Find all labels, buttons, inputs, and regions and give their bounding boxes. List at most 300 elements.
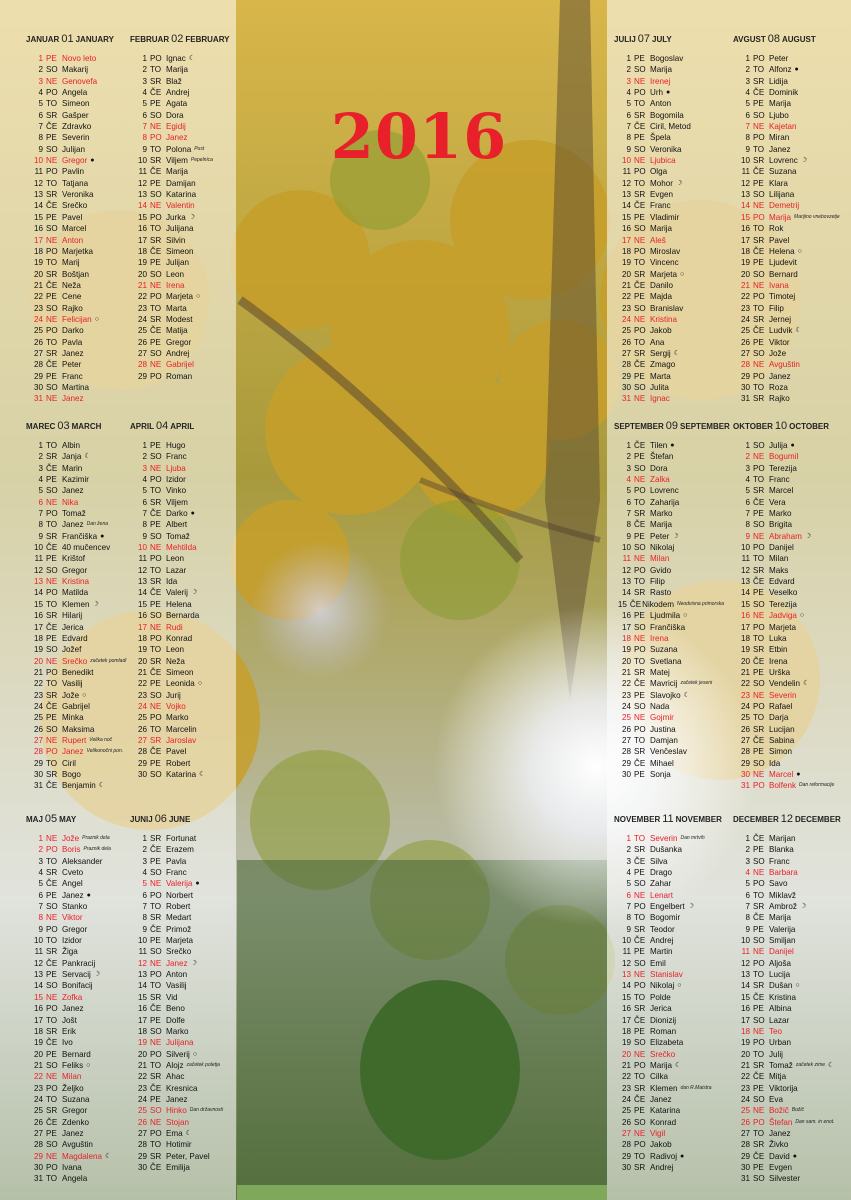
weekday: PO — [46, 1083, 58, 1093]
day-number: 22 — [740, 1072, 750, 1082]
day-row — [26, 87, 136, 98]
weekday: NE — [753, 769, 765, 779]
day-row — [733, 189, 843, 200]
day-row — [130, 758, 240, 769]
name-day: Valentin — [166, 201, 195, 211]
day-number: 9 — [626, 531, 631, 541]
day-row — [26, 844, 136, 855]
name-day: Viktor — [62, 913, 83, 923]
holiday-note: začetek pomladi — [90, 657, 127, 664]
moon-phase-icon: ☾ — [84, 453, 91, 461]
day-number: 14 — [33, 201, 43, 211]
name-day: Lovrenc — [769, 156, 798, 166]
weekday: SO — [150, 269, 162, 279]
weekday: SR — [46, 452, 58, 462]
weekday: TO — [150, 1060, 162, 1070]
name-day: Bogomir — [650, 913, 681, 923]
name-day: Božič — [769, 1106, 789, 1116]
day-row — [614, 1094, 724, 1105]
weekday: PE — [150, 258, 161, 268]
holiday-note: Dan sam. in enot. — [795, 1118, 835, 1125]
day-number: 16 — [33, 1004, 43, 1014]
day-number: 12 — [740, 178, 750, 188]
day-number: 10 — [740, 936, 750, 946]
name-day: Bogoslav — [650, 54, 684, 63]
weekday: SO — [46, 565, 58, 575]
weekday: ČE — [150, 588, 162, 598]
day-number: 18 — [137, 633, 147, 643]
day-number: 8 — [626, 133, 631, 143]
day-number: 26 — [137, 724, 147, 734]
day-number: 6 — [745, 110, 750, 120]
name-day: Pavla — [166, 856, 187, 866]
name-day: Damijan — [166, 178, 196, 188]
day-number: 4 — [745, 88, 750, 98]
weekday: ČE — [634, 1094, 646, 1104]
month-header — [733, 420, 843, 432]
day-number: 18 — [33, 1026, 43, 1036]
name-day: Ivana — [62, 1162, 82, 1172]
day-number: 9 — [142, 144, 147, 154]
day-number: 5 — [626, 99, 631, 109]
name-day: Jakob — [650, 326, 672, 336]
day-row — [733, 780, 843, 791]
weekday: ČE — [150, 326, 162, 336]
day-number: 11 — [138, 167, 147, 177]
day-number: 18 — [621, 633, 631, 643]
name-day: Gašper — [62, 110, 89, 120]
day-row — [26, 1083, 136, 1094]
day-number: 21 — [740, 1060, 750, 1070]
day-row — [614, 508, 724, 519]
name-day: Roza — [769, 382, 788, 392]
name-day: Ignac — [650, 394, 670, 404]
day-number: 24 — [137, 1094, 147, 1104]
day-number: 15 — [617, 599, 627, 609]
day-number: 13 — [621, 190, 631, 200]
month-name: FEBRUAR — [130, 35, 170, 44]
day-row — [26, 712, 136, 723]
name-day: Blaž — [166, 76, 182, 86]
day-row — [26, 644, 136, 655]
name-day: Albert — [166, 520, 188, 530]
weekday: ČE — [753, 735, 765, 745]
weekday: NE — [634, 235, 646, 245]
name-day: Bernard — [62, 1049, 91, 1059]
name-day: Rajko — [62, 303, 83, 313]
day-row — [733, 576, 843, 587]
day-row — [733, 121, 843, 132]
day-number: 3 — [142, 76, 147, 86]
name-day: Srečko — [650, 1049, 676, 1059]
name-day: Emil — [650, 958, 666, 968]
month-number: 05 — [44, 813, 58, 825]
day-number: 5 — [38, 99, 43, 109]
weekday: PO — [634, 565, 646, 575]
day-row — [733, 348, 843, 359]
name-day: Tilen — [650, 441, 668, 450]
day-number: 7 — [626, 509, 631, 519]
name-day: Cene — [62, 292, 82, 302]
day-row — [614, 235, 724, 246]
day-number: 14 — [621, 588, 631, 598]
day-number: 24 — [137, 314, 147, 324]
name-day: Janez — [650, 1094, 672, 1104]
day-row — [26, 724, 136, 735]
day-number: 4 — [745, 868, 750, 878]
day-number: 10 — [137, 156, 147, 166]
holiday-note: začetek poletja — [186, 1061, 220, 1068]
day-row — [130, 121, 240, 132]
day-row — [733, 746, 843, 757]
day-number: 17 — [137, 1015, 147, 1025]
day-number: 9 — [38, 144, 43, 154]
day-number: 3 — [745, 76, 750, 86]
day-number: 17 — [33, 235, 43, 245]
day-number: 2 — [142, 65, 147, 75]
name-day: Suzana — [650, 645, 678, 655]
name-day: Stojan — [166, 1117, 189, 1127]
weekday: PE — [634, 611, 645, 621]
moon-phase-icon: ○ — [192, 1050, 198, 1058]
name-day: Beno — [166, 1004, 185, 1014]
weekday: SO — [46, 902, 58, 912]
name-day: Marjeta — [166, 292, 193, 302]
day-row — [733, 844, 843, 855]
day-number: 8 — [142, 913, 147, 923]
name-day: Ljudevit — [769, 258, 797, 268]
day-row — [130, 235, 240, 246]
weekday: NE — [46, 497, 58, 507]
day-row — [130, 485, 240, 496]
name-day: Dora — [650, 463, 668, 473]
name-day: Cilka — [650, 1072, 668, 1082]
day-number: 28 — [621, 360, 631, 370]
day-number: 2 — [626, 65, 631, 75]
day-row — [614, 53, 724, 64]
name-day: Severin — [650, 834, 678, 843]
weekday: ČE — [46, 958, 58, 968]
day-number: 1 — [38, 54, 43, 63]
day-row — [26, 1015, 136, 1026]
name-day: Gojmir — [650, 713, 674, 723]
day-number: 13 — [740, 190, 750, 200]
day-number: 11 — [741, 947, 750, 957]
moon-phase-icon: ● — [790, 442, 795, 449]
weekday: PE — [150, 337, 161, 347]
weekday: SR — [150, 913, 162, 923]
weekday: PE — [150, 441, 161, 450]
weekday: ČE — [634, 360, 646, 370]
day-number: 11 — [741, 554, 750, 564]
day-number: 16 — [137, 224, 147, 234]
day-number: 26 — [33, 724, 43, 734]
weekday: PE — [634, 452, 645, 462]
weekday: PE — [753, 1162, 764, 1172]
day-number: 24 — [740, 314, 750, 324]
name-day: Dominik — [769, 88, 799, 98]
name-day: Vigil — [650, 1128, 666, 1138]
day-number: 24 — [621, 701, 631, 711]
day-number: 15 — [33, 599, 43, 609]
weekday: TO — [150, 486, 162, 496]
day-row — [614, 269, 724, 280]
month-name: DECEMBER — [733, 815, 779, 824]
day-number: 9 — [745, 531, 750, 541]
day-number: 26 — [740, 724, 750, 734]
weekday: SO — [753, 110, 765, 120]
day-row — [26, 166, 136, 177]
name-day: Svetlana — [650, 656, 682, 666]
name-day: Dionizij — [650, 1015, 677, 1025]
moon-phase-icon: ☽ — [92, 600, 99, 608]
weekday: PO — [46, 667, 58, 677]
day-number: 14 — [740, 981, 750, 991]
day-row — [26, 178, 136, 189]
month-name: AVGUST — [733, 35, 766, 44]
day-number: 3 — [626, 76, 631, 86]
name-day: Avguštin — [769, 360, 800, 370]
name-day: Jerica — [62, 622, 84, 632]
month-name-en: FEBRUARY — [185, 35, 230, 44]
day-number: 21 — [740, 667, 750, 677]
moon-phase-icon: ☽ — [93, 971, 101, 979]
day-row — [26, 833, 136, 844]
day-number: 8 — [38, 913, 43, 923]
day-row — [733, 235, 843, 246]
moon-phase-icon: ● — [100, 532, 105, 540]
moon-phase-icon: ○ — [82, 691, 87, 699]
day-number: 29 — [33, 371, 43, 381]
day-number: 23 — [740, 1083, 750, 1093]
day-row — [26, 348, 136, 359]
moon-phase-icon: ☽ — [672, 532, 679, 540]
day-row — [614, 878, 724, 889]
day-number: 25 — [740, 1106, 750, 1116]
weekday: NE — [150, 958, 162, 968]
weekday: PO — [150, 292, 162, 302]
day-number: 26 — [621, 1117, 631, 1127]
day-number: 3 — [745, 463, 750, 473]
weekday: PO — [634, 88, 646, 98]
day-row — [130, 599, 240, 610]
name-day: Milan — [769, 554, 789, 564]
day-number: 13 — [137, 970, 147, 980]
day-row — [130, 1139, 240, 1150]
name-day: Andrej — [166, 88, 190, 98]
day-row — [26, 531, 136, 542]
name-day: Nikodem — [642, 599, 675, 609]
name-day: Franc — [166, 868, 187, 878]
day-number: 17 — [33, 1015, 43, 1025]
day-number: 12 — [33, 178, 43, 188]
moon-phase-icon: ☾ — [199, 770, 206, 778]
weekday: ČE — [753, 577, 765, 587]
weekday: SR — [46, 769, 58, 779]
name-day: Viktor — [769, 337, 790, 347]
day-row — [26, 189, 136, 200]
day-row — [614, 1105, 724, 1116]
day-number: 9 — [142, 531, 147, 541]
weekday: PE — [46, 54, 57, 63]
day-row — [733, 497, 843, 508]
day-row — [130, 633, 240, 644]
day-row — [614, 924, 724, 935]
weekday: PO — [150, 1128, 162, 1138]
name-day: Primož — [166, 924, 192, 934]
month-number: 10 — [774, 420, 788, 432]
weekday: TO — [753, 65, 765, 75]
day-number: 13 — [33, 577, 43, 587]
name-day: Franc — [166, 452, 187, 462]
day-number: 3 — [626, 463, 631, 473]
day-row — [130, 656, 240, 667]
name-day: Vladimir — [650, 212, 680, 222]
weekday: TO — [753, 890, 765, 900]
day-number: 18 — [33, 246, 43, 256]
day-row — [614, 1151, 724, 1162]
day-row — [130, 912, 240, 923]
month-name: JANUAR — [26, 35, 60, 44]
day-row — [614, 451, 724, 462]
name-day: Konrad — [166, 633, 193, 643]
month-name-en: SEPTEMBER — [680, 422, 730, 431]
weekday: TO — [46, 679, 58, 689]
day-row — [614, 393, 724, 404]
name-day: Marija — [166, 65, 189, 75]
day-row — [26, 155, 136, 166]
name-day: Benedikt — [62, 667, 94, 677]
day-number: 11 — [741, 167, 750, 177]
name-day: Gregor — [166, 337, 192, 347]
weekday: ČE — [753, 497, 765, 507]
name-day: Nikolaj — [650, 543, 675, 553]
weekday: TO — [150, 902, 162, 912]
weekday: NE — [634, 1128, 646, 1138]
weekday: TO — [46, 258, 58, 268]
day-number: 7 — [38, 509, 43, 519]
weekday: SR — [753, 565, 765, 575]
day-row — [130, 553, 240, 564]
day-number: 8 — [745, 913, 750, 923]
weekday: PE — [46, 292, 57, 302]
name-day: Zalka — [650, 475, 670, 485]
day-row — [733, 565, 843, 576]
weekday: TO — [46, 1015, 58, 1025]
name-day: Julijan — [166, 258, 189, 268]
weekday: PO — [634, 326, 646, 336]
name-day: Ignac — [166, 54, 186, 63]
weekday: NE — [150, 463, 162, 473]
month-april — [130, 420, 240, 780]
month-header — [130, 420, 240, 432]
day-number: 11 — [622, 554, 631, 564]
name-day: Zdenko — [62, 1117, 89, 1127]
name-day: Pavla — [62, 337, 83, 347]
day-number: 16 — [740, 224, 750, 234]
day-number: 24 — [33, 314, 43, 324]
month-october — [733, 420, 843, 792]
day-row — [614, 833, 724, 844]
day-number: 7 — [626, 902, 631, 912]
day-number: 17 — [137, 622, 147, 632]
day-row — [26, 610, 136, 621]
day-number: 15 — [137, 599, 147, 609]
weekday: TO — [634, 577, 646, 587]
day-number: 23 — [33, 1083, 43, 1093]
weekday: NE — [46, 235, 58, 245]
weekday: SR — [753, 1060, 765, 1070]
weekday: PO — [46, 326, 58, 336]
day-row — [614, 303, 724, 314]
weekday: PE — [46, 890, 57, 900]
weekday: SR — [634, 588, 646, 598]
day-row — [26, 622, 136, 633]
name-day: Vera — [769, 497, 786, 507]
weekday: NE — [753, 360, 765, 370]
day-row — [614, 712, 724, 723]
day-number: 2 — [745, 845, 750, 855]
weekday: TO — [46, 758, 58, 768]
name-day: Janez — [62, 890, 84, 900]
day-row — [733, 98, 843, 109]
moon-phase-icon: ☽ — [675, 179, 683, 187]
name-day: Bernard — [769, 269, 798, 279]
name-day: Timotej — [769, 292, 796, 302]
weekday: TO — [634, 1151, 646, 1161]
day-row — [26, 291, 136, 302]
weekday: PE — [46, 1128, 57, 1138]
month-number: 04 — [156, 420, 169, 432]
day-row — [26, 769, 136, 780]
weekday: PE — [634, 1026, 645, 1036]
day-number: 12 — [740, 958, 750, 968]
day-row — [733, 291, 843, 302]
day-number: 11 — [622, 167, 631, 177]
weekday: ČE — [634, 280, 646, 290]
day-row — [733, 531, 843, 542]
day-row — [26, 314, 136, 325]
name-day: Janez — [62, 348, 84, 358]
day-row — [614, 1015, 724, 1026]
name-day: Ljudmila — [650, 611, 681, 621]
weekday: SR — [634, 110, 646, 120]
day-row — [733, 958, 843, 969]
day-number: 14 — [740, 588, 750, 598]
day-row — [614, 348, 724, 359]
name-day: Štefan — [769, 1117, 793, 1127]
day-number: 28 — [33, 747, 43, 757]
weekday: TO — [634, 99, 646, 109]
weekday: NE — [150, 280, 162, 290]
day-number: 30 — [33, 769, 43, 779]
day-row — [733, 166, 843, 177]
weekday: ČE — [753, 167, 765, 177]
day-row — [130, 303, 240, 314]
day-row — [733, 1139, 843, 1150]
moon-phase-icon: ● — [86, 891, 91, 899]
day-row — [26, 280, 136, 291]
weekday: PE — [753, 747, 764, 757]
day-number: 20 — [33, 1049, 43, 1059]
month-number: 12 — [780, 813, 794, 825]
day-row — [733, 701, 843, 712]
weekday: ČE — [634, 679, 646, 689]
day-number: 20 — [621, 1049, 631, 1059]
weekday: TO — [634, 337, 646, 347]
weekday: SO — [150, 531, 162, 541]
month-name-en: MARCH — [71, 422, 102, 431]
